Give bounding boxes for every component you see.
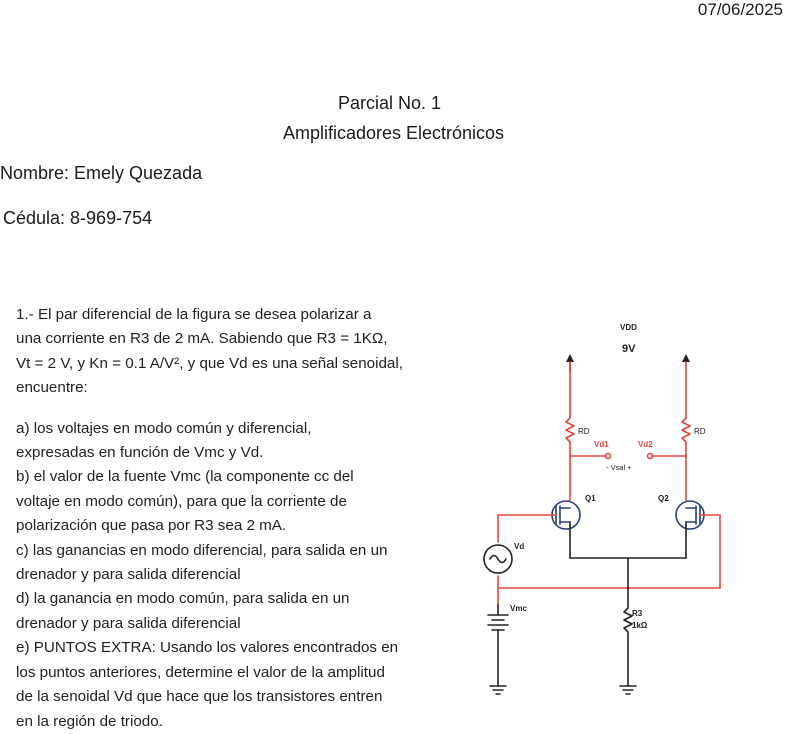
vd1-label: Vd1 <box>594 440 609 449</box>
ground-icon-right <box>620 686 636 694</box>
problem-line: 1.- El par diferencial de la figura se desea polarizar a <box>16 306 372 323</box>
vmc-dc-source <box>488 605 508 686</box>
vsal-label: - Vsal + <box>606 463 632 472</box>
problem-line: encuentre: <box>16 379 88 397</box>
course-title: Amplificadores Electrónicos <box>282 123 505 143</box>
r3-label: R3 <box>632 609 643 618</box>
vd-source-label: Vd <box>514 542 525 551</box>
item-d-line: drenador y para salida diferencial <box>16 614 241 632</box>
item-e-line: de la senoidal Vd que hace que los transistores entren <box>16 688 383 706</box>
vdd-label: VDD <box>620 323 637 332</box>
rd-right-label: RD <box>694 427 706 436</box>
q2-label: Q2 <box>658 494 669 503</box>
source-wires <box>570 522 686 686</box>
vd1-node <box>606 454 611 459</box>
differential-pair-schematic <box>470 310 787 728</box>
left-drain-wire <box>566 362 574 500</box>
vd2-label: Vd2 <box>638 440 653 449</box>
rd-left-resistor <box>566 418 574 442</box>
item-a-line: a) los voltajes en modo común y diferencial, <box>16 419 312 437</box>
student-name: Nombre: Emely Quezada <box>0 163 203 183</box>
item-d-line: d) la ganancia en modo común, para salida en un <box>16 590 350 608</box>
r3-resistor <box>624 608 632 632</box>
vd2-node <box>648 454 653 459</box>
vmc-source-label: Vmc <box>510 604 527 613</box>
item-e-line: e) PUNTOS EXTRA: Usando los valores encontrados en <box>16 639 399 657</box>
r3-value-label: 1kΩ <box>632 621 648 630</box>
problem-line: Vt = 2 V, y Kn = 0.1 A/V², y que Vd es una señal senoidal, <box>16 354 403 372</box>
item-c-line: c) las ganancias en modo diferencial, para salida en un <box>16 541 388 559</box>
rd-left-label: RD <box>578 427 590 436</box>
item-b-line: b) el valor de la fuente Vmc (la componente cc del <box>16 468 354 486</box>
problem-statement <box>16 303 466 734</box>
item-c-line: drenador y para salida diferencial <box>16 566 241 584</box>
item-e-line: los puntos anteriores, determine el valor de la amplitud <box>16 663 385 681</box>
q1-label: Q1 <box>585 494 596 503</box>
exam-title: Parcial No. 1 <box>337 93 442 113</box>
item-e-line: en la región de triodo. <box>16 712 163 730</box>
vdd-arrowhead-right <box>682 354 690 362</box>
vdd-arrowhead-left <box>566 354 574 362</box>
title-block <box>0 88 787 148</box>
date: 07/06/2025 <box>697 0 783 19</box>
ground-icon-left <box>490 686 506 694</box>
problem-line: una corriente en R3 de 2 mA. Sabiendo que R3 = 1KΩ, <box>16 330 388 348</box>
student-id: Cédula: 8-969-754 <box>3 208 153 228</box>
vdd-value: 9V <box>622 343 636 355</box>
right-drain-wire <box>682 362 690 500</box>
rd-right-resistor <box>682 418 690 442</box>
sine-icon <box>490 556 506 563</box>
item-a-line: expresadas en función de Vmc y Vd. <box>16 444 264 462</box>
item-b-line: polarización que pasa por R3 sea 2 mA. <box>16 517 287 535</box>
item-b-line: voltaje en modo común), para que la corriente de <box>16 492 347 510</box>
